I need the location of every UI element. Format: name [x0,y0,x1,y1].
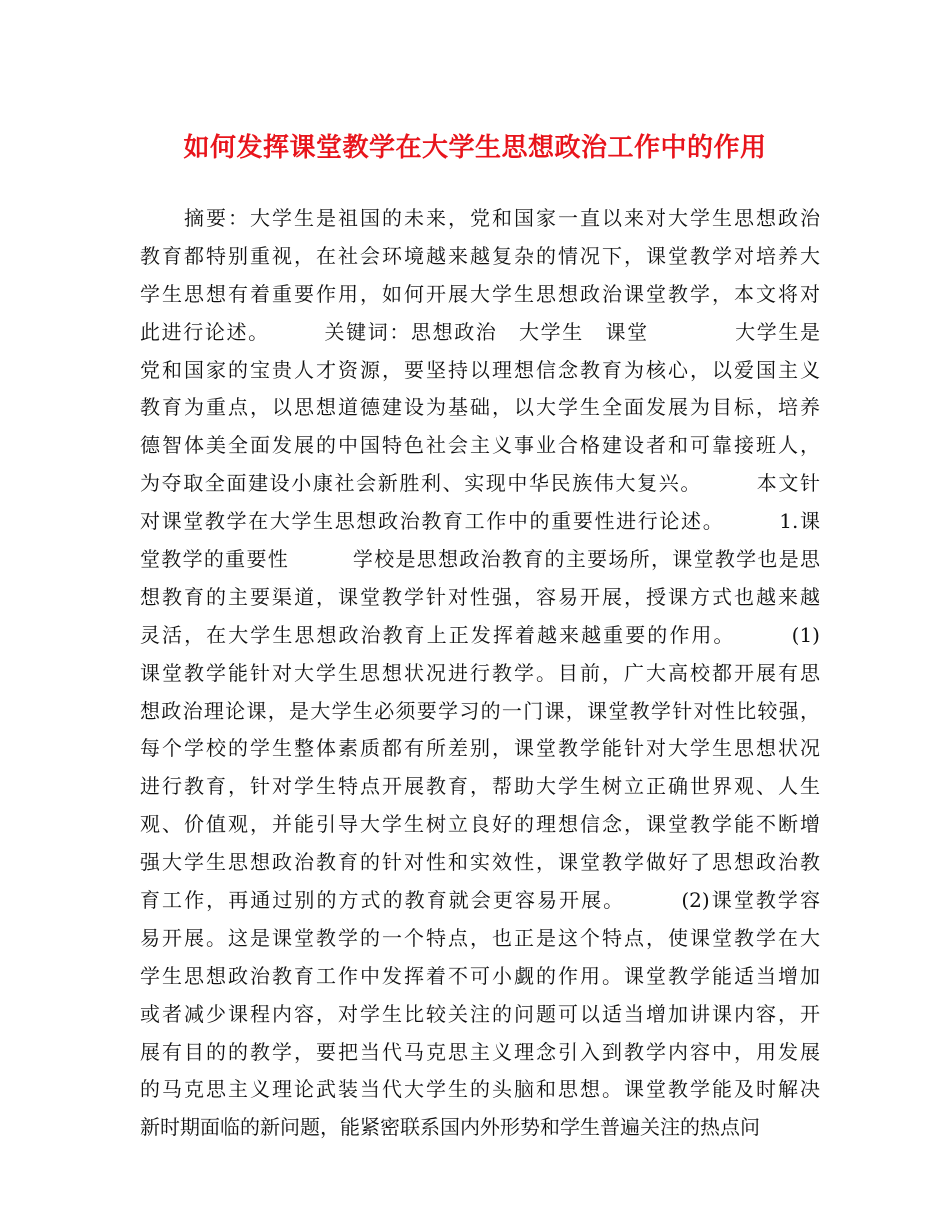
body-text-line: 堂教学的重要性 学校是思想政治教育的主要场所，课堂教学也是思 [140,547,820,572]
body-text-line: 易开展。这是课堂教学的一个特点，也正是这个特点，使课堂教学在大 [140,925,820,950]
body-text-line: 学生思想政治教育工作中发挥着不可小觑的作用。课堂教学能适当增加 [140,963,820,988]
body-text-line: 每个学校的学生整体素质都有所差别，课堂教学能针对大学生思想状况 [140,736,820,761]
document-title: 如何发挥课堂教学在大学生思想政治工作中的作用 [183,133,767,163]
body-text-line: 育工作，再通过别的方式的教育就会更容易开展。 (2)课堂教学容 [140,888,820,913]
body-text-line: 党和国家的宝贵人才资源，要坚持以理想信念教育为核心，以爱国主义 [140,357,820,382]
body-text-line: 展有目的的教学，要把当代马克思主义理念引入到教学内容中，用发展 [140,1039,820,1064]
body-text-line: 此进行论述。 关键词：思想政治 大学生 课堂 大学生是 [140,319,820,344]
body-text-line: 对课堂教学在大学生思想政治教育工作中的重要性进行论述。 1.课 [140,509,820,534]
body-text-line: 教育为重点，以思想道德建设为基础，以大学生全面发展为目标，培养 [140,395,820,420]
body-text-line: 课堂教学能针对大学生思想状况进行教学。目前，广大高校都开展有思 [140,660,820,685]
body-text-line: 为夺取全面建设小康社会新胜利、实现中华民族伟大复兴。 本文针 [140,471,820,496]
body-text-line: 的马克思主义理论武装当代大学生的头脑和思想。课堂教学能及时解决 [140,1077,820,1102]
body-text-line: 强大学生思想政治教育的针对性和实效性，课堂教学做好了思想政治教 [140,850,820,875]
body-text-line: 学生思想有着重要作用，如何开展大学生思想政治课堂教学，本文将对 [140,281,820,306]
body-text-line: 想教育的主要渠道，课堂教学针对性强，容易开展，授课方式也越来越 [140,584,820,609]
body-text-line: 观、价值观，并能引导大学生树立良好的理想信念，课堂教学能不断增 [140,812,820,837]
body-text-line: 灵活，在大学生思想政治教育上正发挥着越来越重要的作用。 (1) [140,622,820,647]
body-text-line: 教育都特别重视，在社会环境越来越复杂的情况下，课堂教学对培养大 [140,243,820,268]
body-text-line: 进行教育，针对学生特点开展教育，帮助大学生树立正确世界观、人生 [140,774,820,799]
body-text-line: 想政治理论课，是大学生必须要学习的一门课，课堂教学针对性比较强， [140,698,820,723]
body-text-line: 新时期面临的新问题，能紧密联系国内外形势和学生普遍关注的热点问 [140,1115,760,1140]
body-text-line: 德智体美全面发展的中国特色社会主义事业合格建设者和可靠接班人， [140,433,820,458]
body-text-line: 或者减少课程内容，对学生比较关注的问题可以适当增加讲课内容，开 [140,1001,820,1026]
document-body [140,200,820,1147]
body-text-line: 摘要：大学生是祖国的未来，党和国家一直以来对大学生思想政治 [140,206,820,230]
